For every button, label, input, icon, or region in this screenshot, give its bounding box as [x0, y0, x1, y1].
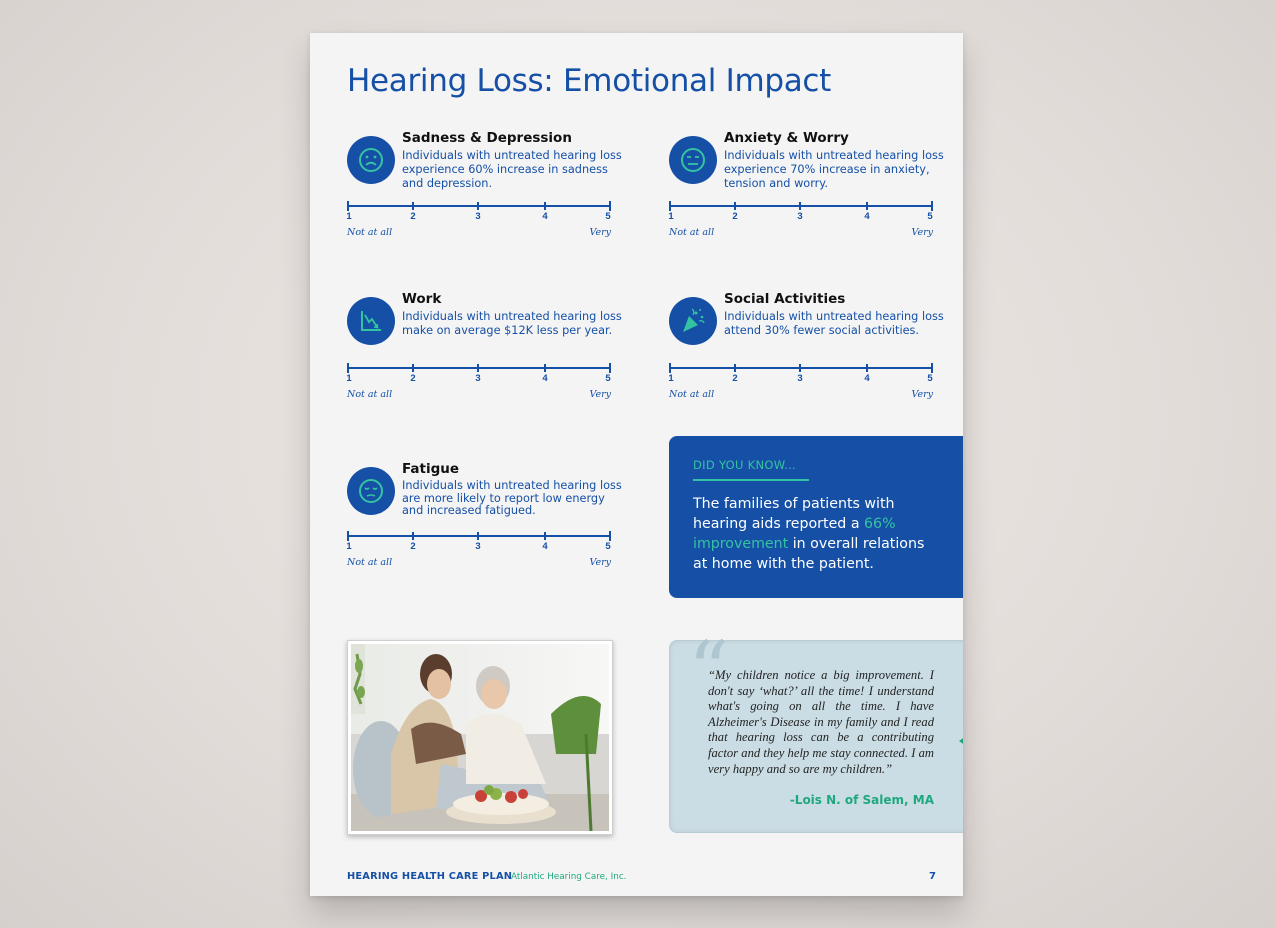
section-description: Individuals with untreated hearing loss experience 60% increase in sadness and depression.: [402, 149, 622, 190]
section-heading: Anxiety & Worry: [724, 130, 849, 146]
scale-tick-2[interactable]: 2: [410, 373, 416, 384]
scale-tick-5[interactable]: 5: [927, 373, 933, 384]
section-heading: Work: [402, 291, 442, 307]
rating-scale[interactable]: [347, 362, 611, 407]
did-you-know-text-before: The families of patients with hearing aids reported a: [693, 496, 895, 532]
scale-tick-2[interactable]: 2: [732, 373, 738, 384]
rating-scale[interactable]: [347, 530, 611, 575]
scale-high-label: Very: [589, 227, 611, 238]
scale-tick-2[interactable]: 2: [732, 211, 738, 222]
sad-face-icon: [347, 136, 395, 184]
scale-tick-2[interactable]: 2: [410, 211, 416, 222]
scale-tick-1[interactable]: 1: [668, 373, 674, 384]
scale-high-label: Very: [589, 389, 611, 400]
did-you-know-heading: DID YOU KNOW...: [693, 458, 796, 472]
page-number: 7: [929, 871, 936, 882]
section-description: Individuals with untreated hearing loss attend 30% fewer social activities.: [724, 310, 944, 337]
scale-tick-5[interactable]: 5: [605, 211, 611, 222]
scale-low-label: Not at all: [347, 389, 393, 400]
rating-scale[interactable]: [669, 362, 933, 407]
scale-tick-4[interactable]: 4: [542, 211, 548, 222]
page-title: Hearing Loss: Emotional Impact: [347, 63, 832, 99]
triangle-pointer-icon: [959, 733, 963, 749]
did-you-know-text: [693, 494, 943, 574]
did-you-know-text-after: in overall relations at home with the patient.: [693, 536, 925, 572]
document-page: [310, 33, 963, 896]
scale-tick-2[interactable]: 2: [410, 541, 416, 552]
scale-low-label: Not at all: [347, 557, 393, 568]
did-you-know-divider: [693, 479, 809, 481]
scale-tick-4[interactable]: 4: [864, 211, 870, 222]
scale-tick-4[interactable]: 4: [542, 541, 548, 552]
scale-tick-4[interactable]: 4: [864, 373, 870, 384]
scale-tick-3[interactable]: 3: [797, 211, 803, 222]
section-heading: Social Activities: [724, 291, 846, 307]
footer-plan-title: HEARING HEALTH CARE PLAN: [347, 871, 513, 882]
scale-tick-4[interactable]: 4: [542, 373, 548, 384]
scale-low-label: Not at all: [669, 227, 715, 238]
did-you-know-callout: [669, 436, 963, 598]
testimonial-attribution: -Lois N. of Salem, MA: [789, 793, 934, 807]
did-you-know-highlight: 66% improvement: [693, 516, 896, 552]
scale-high-label: Very: [911, 389, 933, 400]
rating-scale[interactable]: [669, 200, 933, 245]
scale-tick-1[interactable]: 1: [346, 211, 352, 222]
scale-tick-1[interactable]: 1: [346, 373, 352, 384]
scale-tick-5[interactable]: 5: [927, 211, 933, 222]
tired-face-icon: [347, 467, 395, 515]
scale-tick-3[interactable]: 3: [475, 373, 481, 384]
photo-illustration: [351, 644, 609, 831]
section-description: Individuals with untreated hearing loss are more likely to report low energy and increased fatigued.: [402, 479, 622, 517]
section-heading: Fatigue: [402, 461, 460, 477]
testimonial-quote: “My children notice a big improvement. I don't say ‘what?’ all the time! I understand what's going on all the time. I have Alzheimer's Disease in my family and I read that hearing loss can be a contributing factor and they help me stay connected. I am very happy and so are my children.”: [708, 668, 934, 776]
scale-tick-3[interactable]: 3: [475, 541, 481, 552]
scale-tick-5[interactable]: 5: [605, 541, 611, 552]
scale-tick-3[interactable]: 3: [797, 373, 803, 384]
declining-chart-icon: [347, 297, 395, 345]
scale-tick-5[interactable]: 5: [605, 373, 611, 384]
scale-tick-3[interactable]: 3: [475, 211, 481, 222]
scale-low-label: Not at all: [669, 389, 715, 400]
quote-mark-icon: “: [688, 624, 729, 717]
footer-company: Atlantic Hearing Care, Inc.: [511, 872, 627, 882]
scale-tick-1[interactable]: 1: [668, 211, 674, 222]
worried-face-icon: [669, 136, 717, 184]
section-description: Individuals with untreated hearing loss experience 70% increase in anxiety, tension and worry.: [724, 149, 944, 190]
section-description: Individuals with untreated hearing loss make on average $12K less per year.: [402, 310, 622, 337]
scale-high-label: Very: [911, 227, 933, 238]
section-heading: Sadness & Depression: [402, 130, 572, 146]
photo-mother-daughter: [347, 640, 613, 835]
party-popper-icon: [669, 297, 717, 345]
testimonial-card: [669, 624, 963, 833]
scale-low-label: Not at all: [347, 227, 393, 238]
scale-high-label: Very: [589, 557, 611, 568]
rating-scale[interactable]: [347, 200, 611, 245]
scale-tick-1[interactable]: 1: [346, 541, 352, 552]
